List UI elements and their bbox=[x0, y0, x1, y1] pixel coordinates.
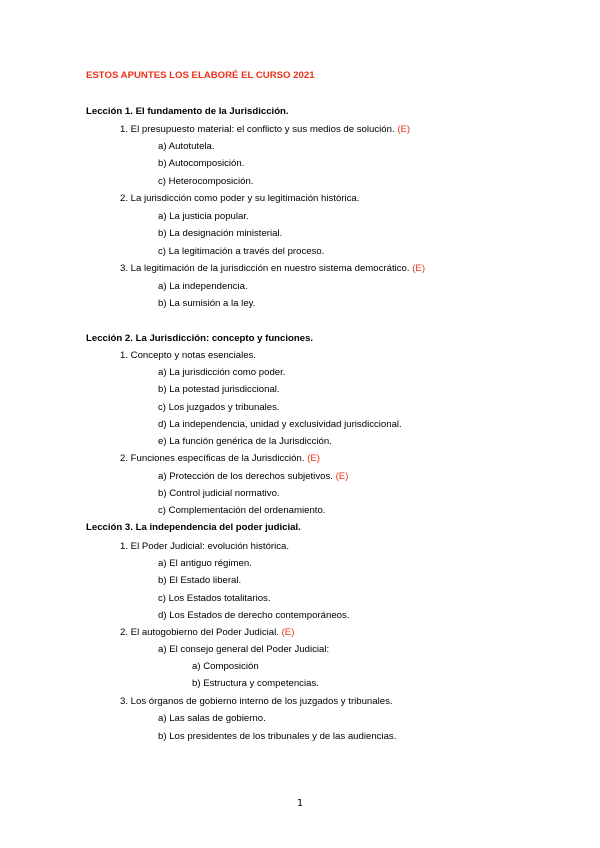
list-item: 2. Funciones específicas de la Jurisdicción. (E) bbox=[120, 453, 320, 464]
list-subitem: c) Heterocomposición. bbox=[158, 176, 254, 187]
list-subitem: b) Autocomposición. bbox=[158, 158, 245, 169]
document-header-title: ESTOS APUNTES LOS ELABORÉ EL CURSO 2021 bbox=[86, 70, 315, 81]
list-subitem: c) Los Estados totalitarios. bbox=[158, 593, 271, 604]
lesson-title: Lección 2. La Jurisdicción: concepto y funciones. bbox=[86, 333, 314, 344]
list-item: 3. Los órganos de gobierno interno de los juzgados y tribunales. bbox=[120, 696, 393, 707]
list-item: 3. La legitimación de la jurisdicción en nuestro sistema democrático. (E) bbox=[120, 263, 426, 274]
lesson-title: Lección 3. La independencia del poder judicial. bbox=[86, 522, 301, 533]
list-subitem: b) Control judicial normativo. bbox=[158, 488, 280, 499]
list-subitem: c) Los juzgados y tribunales. bbox=[158, 402, 280, 413]
list-subsubitem: b) Estructura y competencias. bbox=[192, 678, 319, 689]
list-subitem: a) Las salas de gobierno. bbox=[158, 713, 266, 724]
lesson-title: Lección 1. El fundamento de la Jurisdicción. bbox=[86, 106, 289, 117]
list-subitem: e) La función genérica de la Jurisdicción. bbox=[158, 436, 332, 447]
list-subitem: c) La legitimación a través del proceso. bbox=[158, 246, 325, 257]
list-subitem: a) El antiguo régimen. bbox=[158, 558, 252, 569]
list-subitem: a) El consejo general del Poder Judicial: bbox=[158, 644, 330, 655]
list-subitem: a) La justicia popular. bbox=[158, 211, 249, 222]
list-subitem: b) La designación ministerial. bbox=[158, 228, 283, 239]
page-number: 1 bbox=[296, 798, 304, 809]
list-item: 1. Concepto y notas esenciales. bbox=[120, 350, 256, 361]
list-subsubitem: a) Composición bbox=[192, 661, 259, 672]
list-subitem: a) Autotutela. bbox=[158, 141, 215, 152]
list-subitem: c) Complementación del ordenamiento. bbox=[158, 505, 326, 516]
list-item: 2. La jurisdicción como poder y su legitimación histórica. bbox=[120, 193, 360, 204]
list-subitem: d) La independencia, unidad y exclusividad jurisdiccional. bbox=[158, 419, 402, 430]
list-item: 1. El Poder Judicial: evolución histórica. bbox=[120, 541, 290, 552]
list-subitem: a) La jurisdicción como poder. bbox=[158, 367, 286, 378]
list-item: 1. El presupuesto material: el conflicto y sus medios de solución. (E) bbox=[120, 124, 411, 135]
list-subitem: b) Los presidentes de los tribunales y de las audiencias. bbox=[158, 731, 397, 742]
list-item: 2. El autogobierno del Poder Judicial. (E) bbox=[120, 627, 295, 638]
list-subitem: a) Protección de los derechos subjetivos. (E) bbox=[158, 471, 349, 482]
list-subitem: d) Los Estados de derecho contemporáneos. bbox=[158, 610, 350, 621]
list-subitem: b) La potestad jurisdiccional. bbox=[158, 384, 280, 395]
list-subitem: a) La independencia. bbox=[158, 281, 248, 292]
list-subitem: b) La sumisión a la ley. bbox=[158, 298, 256, 309]
list-subitem: b) El Estado liberal. bbox=[158, 575, 242, 586]
